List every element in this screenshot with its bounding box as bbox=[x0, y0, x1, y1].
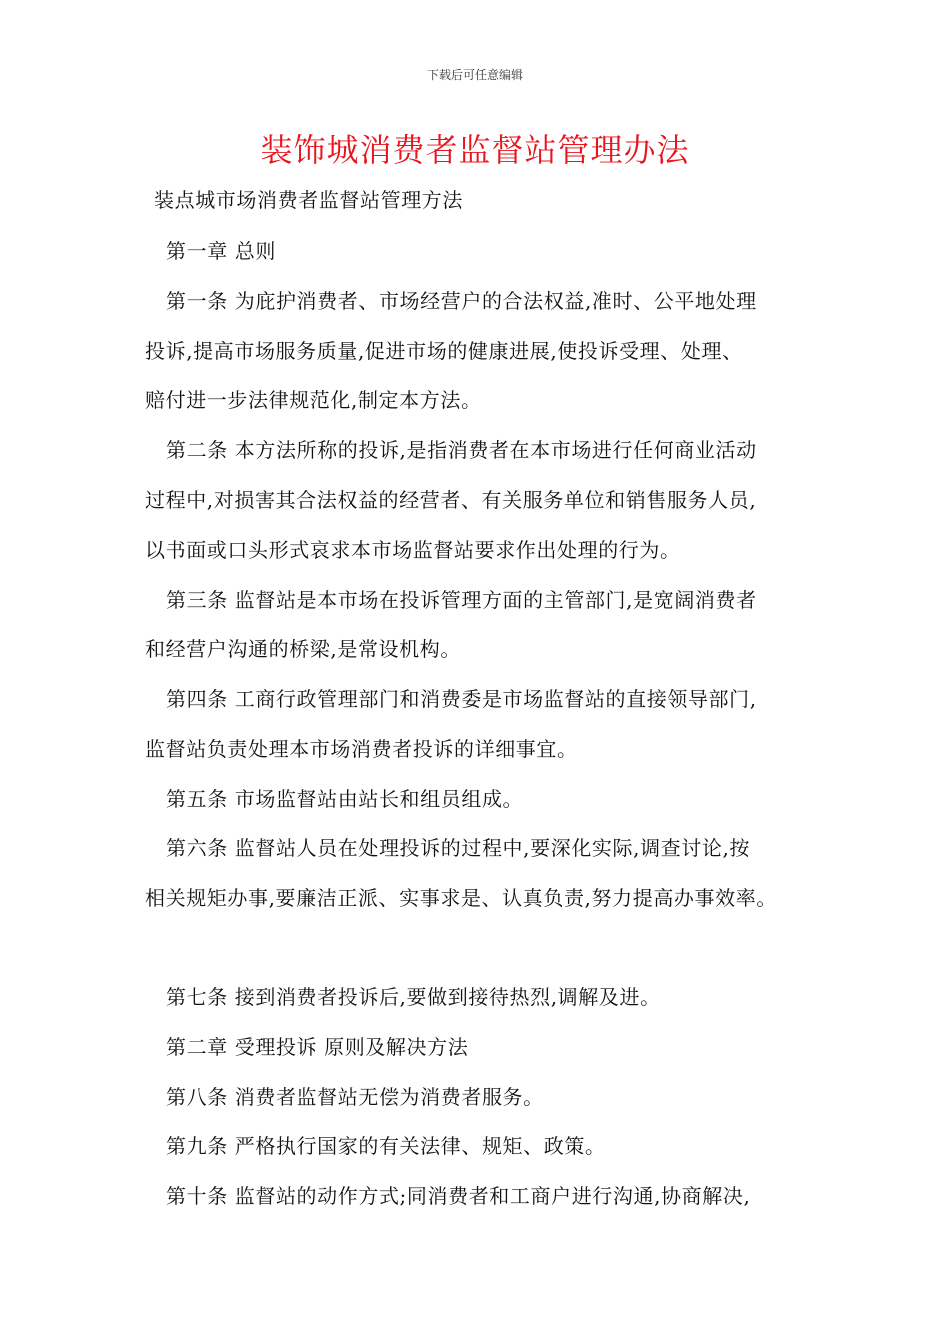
article-3-line-2: 和经营户沟通的桥梁,是常设机构。 bbox=[145, 637, 461, 661]
article-2-line-3: 以书面或口头形式哀求本市场监督站要求作出处理的行为。 bbox=[145, 538, 681, 562]
article-6-line-2: 相关规矩办事,要廉洁正派、实事求是、认真负责,努力提高办事效率。 bbox=[145, 886, 777, 910]
document-subtitle: 装点城市场消费者监督站管理方法 bbox=[154, 188, 463, 212]
article-5: 第五条 市场监督站由站长和组员组成。 bbox=[166, 787, 524, 811]
article-7: 第七条 接到消费者投诉后,要做到接待热烈,调解及进。 bbox=[166, 985, 661, 1009]
article-8: 第八条 消费者监督站无偿为消费者服务。 bbox=[166, 1085, 544, 1109]
chapter-2-heading: 第二章 受理投诉 原则及解决方法 bbox=[166, 1035, 469, 1059]
article-6-line-1: 第六条 监督站人员在处理投诉的过程中,要深化实际,调查讨论,按 bbox=[166, 836, 751, 860]
article-2-line-2: 过程中,对损害其合法权益的经营者、有关服务单位和销售服务人员, bbox=[145, 488, 757, 512]
header-note: 下载后可任意编辑 bbox=[426, 68, 523, 82]
document-title: 装饰城消费者监督站管理办法 bbox=[260, 131, 690, 169]
article-1-line-2: 投诉,提高市场服务质量,促进市场的健康进展,使投诉受理、处理、 bbox=[145, 339, 743, 363]
article-1-line-1: 第一条 为庇护消费者、市场经营户的合法权益,准时、公平地处理 bbox=[166, 289, 757, 313]
article-9: 第九条 严格执行国家的有关法律、规矩、政策。 bbox=[166, 1134, 606, 1158]
article-2-line-1: 第二条 本方法所称的投诉,是指消费者在本市场进行任何商业活动 bbox=[166, 438, 757, 462]
article-4-line-1: 第四条 工商行政管理部门和消费委是市场监督站的直接领导部门, bbox=[166, 687, 757, 711]
article-10-line-1: 第十条 监督站的动作方式;同消费者和工商户进行沟通,协商解决, bbox=[166, 1184, 751, 1208]
article-3-line-1: 第三条 监督站是本市场在投诉管理方面的主管部门,是宽阔消费者 bbox=[166, 588, 757, 612]
article-4-line-2: 监督站负责处理本市场消费者投诉的详细事宜。 bbox=[145, 737, 578, 761]
article-1-line-3: 赔付进一步法律规范化,制定本方法。 bbox=[145, 388, 482, 412]
chapter-1-heading: 第一章 总则 bbox=[166, 239, 276, 263]
